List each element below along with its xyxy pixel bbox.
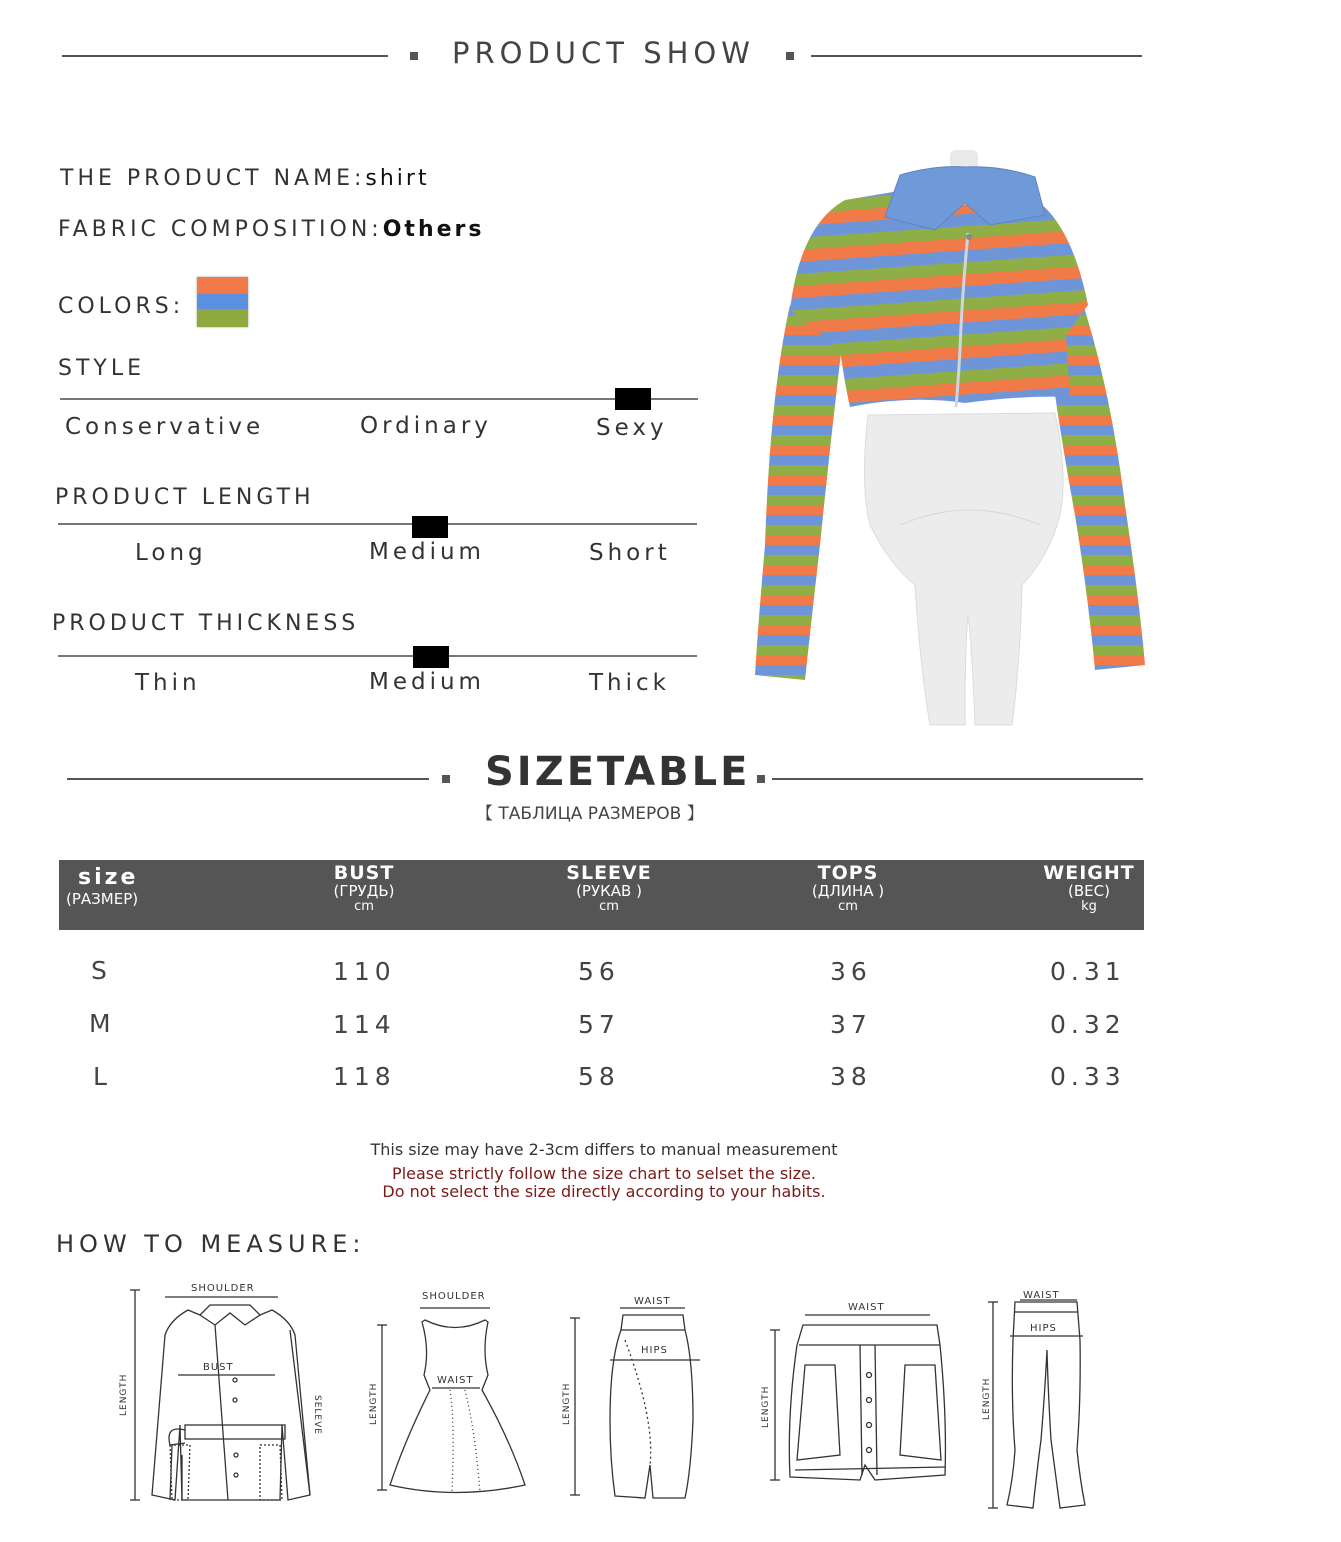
col-weight-ru: (ВЕС) xyxy=(1068,881,1110,900)
page-title: PRODUCT SHOW xyxy=(452,36,755,70)
header-bullet-left xyxy=(410,52,418,60)
cell-sleeve: 58 xyxy=(578,1062,620,1091)
jacket-sleeve-label: SELEVE xyxy=(312,1395,322,1435)
note-measurement: This size may have 2-3cm differs to manual measurement xyxy=(370,1140,838,1159)
thickness-marker xyxy=(413,646,449,668)
cell-weight: 0.31 xyxy=(1050,957,1126,986)
dress-waist-label: WAIST xyxy=(437,1375,474,1386)
fabric-row xyxy=(58,217,484,242)
col-header-bust xyxy=(304,864,424,913)
style-option-conservative: Conservative xyxy=(65,414,265,440)
color-swatch[interactable] xyxy=(197,277,248,327)
col-header-tops xyxy=(788,864,908,913)
sizetable-bullet-left xyxy=(442,775,450,783)
jacket-shoulder-label: SHOULDER xyxy=(191,1283,255,1294)
sweater-sleeve-left xyxy=(755,305,842,680)
col-bust-name: BUST xyxy=(333,862,395,884)
note-follow-chart: Please strictly follow the size chart to selset the size. xyxy=(392,1164,816,1183)
sizetable-title: SIZETABLE xyxy=(485,749,751,795)
col-sleeve-unit: cm xyxy=(599,898,619,914)
col-header-sleeve xyxy=(549,864,669,913)
cell-sleeve: 56 xyxy=(578,957,620,986)
thickness-title: PRODUCT THICKNESS xyxy=(52,611,360,636)
sizetable-bullet-right xyxy=(757,775,765,783)
length-option-medium: Medium xyxy=(369,539,485,565)
header-line-right xyxy=(811,55,1142,57)
col-weight-name: WEIGHT xyxy=(1043,862,1135,884)
cell-bust: 110 xyxy=(333,957,396,986)
col-size-name: size xyxy=(78,865,139,890)
dress-length-label: LENGTH xyxy=(369,1382,379,1425)
product-name-row xyxy=(60,166,430,191)
how-to-measure-title: HOW TO MEASURE: xyxy=(56,1230,366,1258)
thickness-option-thick: Thick xyxy=(589,670,670,696)
sizetable-subtitle: 【 ТАБЛИЦА РАЗМЕРОВ 】 xyxy=(476,804,704,824)
cell-tops: 37 xyxy=(830,1010,872,1039)
pants-length-label: LENGTH xyxy=(982,1377,992,1420)
col-bust-unit: cm xyxy=(354,898,374,914)
fabric-label: FABRIC COMPOSITION: xyxy=(58,217,383,242)
length-option-short: Short xyxy=(589,540,671,566)
header-line-left xyxy=(62,55,388,57)
skirt-hips-label: HIPS xyxy=(641,1345,668,1356)
style-marker xyxy=(615,388,651,410)
col-bust-ru: (ГРУДЬ) xyxy=(333,881,395,900)
header-bullet-right xyxy=(786,52,794,60)
length-title: PRODUCT LENGTH xyxy=(55,485,315,510)
shorts-length-label: LENGTH xyxy=(761,1385,771,1428)
col-header-weight xyxy=(1029,864,1149,913)
cell-tops: 38 xyxy=(830,1062,872,1091)
col-weight-unit: kg xyxy=(1081,898,1097,914)
jacket-length-label: LENGTH xyxy=(119,1373,129,1416)
col-tops-name: TOPS xyxy=(817,862,879,884)
style-option-ordinary: Ordinary xyxy=(360,413,492,439)
cell-size: L xyxy=(93,1062,112,1091)
thickness-scale-line xyxy=(58,655,697,657)
jacket-drawing xyxy=(110,1285,330,1510)
product-photo xyxy=(750,145,1150,730)
note-habits: Do not select the size directly according to your habits. xyxy=(382,1182,826,1201)
style-option-sexy: Sexy xyxy=(596,415,668,441)
col-tops-ru: (ДЛИНА ) xyxy=(811,881,885,900)
sizetable-line-left xyxy=(67,778,429,780)
col-tops-unit: cm xyxy=(838,898,858,914)
cell-tops: 36 xyxy=(830,957,872,986)
jacket-bust-label: BUST xyxy=(203,1362,234,1373)
col-sleeve-ru: (РУКАВ ) xyxy=(576,881,642,900)
cell-sleeve: 57 xyxy=(578,1010,620,1039)
dress-drawing xyxy=(370,1300,535,1500)
colors-label: COLORS: xyxy=(58,294,185,319)
length-scale-line xyxy=(58,523,697,525)
pants-waist-label: WAIST xyxy=(1023,1290,1060,1301)
cell-weight: 0.32 xyxy=(1050,1010,1126,1039)
shorts-waist-label: WAIST xyxy=(848,1302,885,1313)
sizetable-line-right xyxy=(772,778,1143,780)
product-name-label: THE PRODUCT NAME: xyxy=(60,166,366,191)
cell-weight: 0.33 xyxy=(1050,1062,1126,1091)
col-sleeve-name: SLEEVE xyxy=(566,862,652,884)
fabric-value: Others xyxy=(382,217,485,242)
cell-size: S xyxy=(91,956,112,985)
product-name-value: shirt xyxy=(365,166,430,191)
skirt-waist-label: WAIST xyxy=(634,1296,671,1307)
shorts-drawing xyxy=(765,1305,955,1490)
cell-bust: 114 xyxy=(333,1010,396,1039)
col-header-size xyxy=(66,866,138,908)
skirt-drawing xyxy=(565,1300,710,1500)
length-marker xyxy=(412,516,448,538)
dress-shoulder-label: SHOULDER xyxy=(422,1291,486,1302)
col-size-ru: (РАЗМЕР) xyxy=(66,890,139,909)
cell-bust: 118 xyxy=(333,1062,396,1091)
length-option-long: Long xyxy=(135,540,207,566)
pants-hips-label: HIPS xyxy=(1030,1323,1057,1334)
thickness-option-medium: Medium xyxy=(369,669,485,695)
style-scale-line xyxy=(60,398,698,400)
style-title: STYLE xyxy=(58,356,145,381)
skirt-length-label: LENGTH xyxy=(562,1382,572,1425)
thickness-option-thin: Thin xyxy=(135,670,201,696)
cell-size: M xyxy=(89,1009,116,1038)
